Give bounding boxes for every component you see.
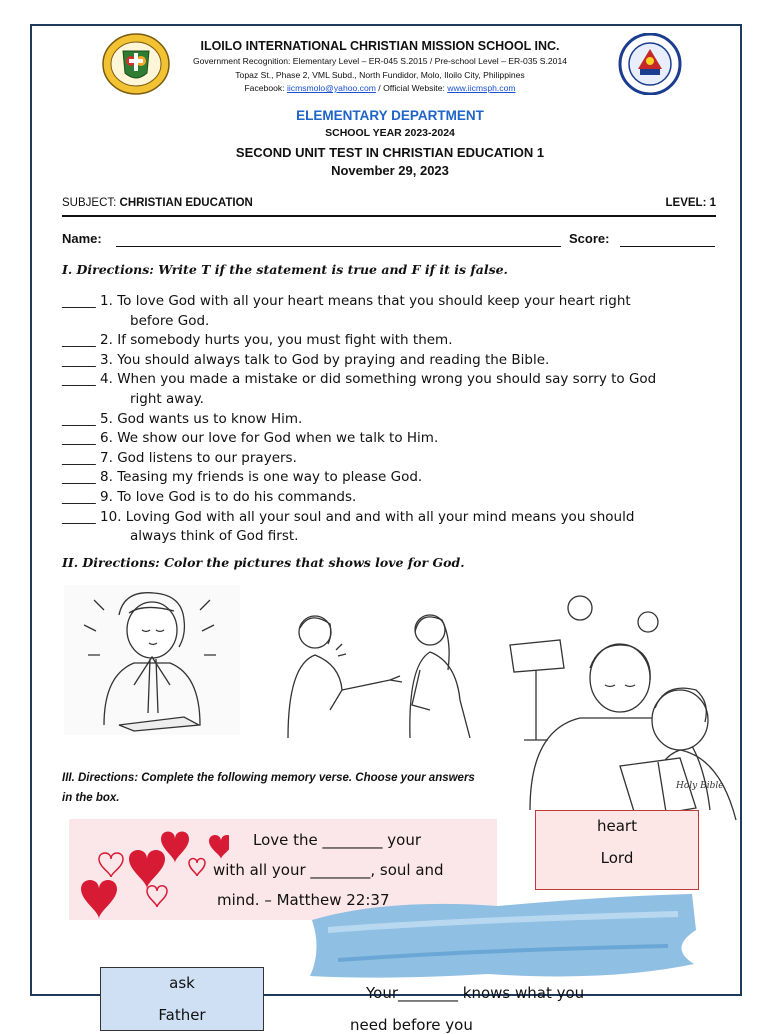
- score-label: Score:: [569, 231, 610, 246]
- test-date: November 29, 2023: [331, 163, 449, 178]
- school-year: SCHOOL YEAR 2023-2024: [325, 127, 455, 139]
- level-label: LEVEL: 1: [665, 197, 716, 209]
- facebook-label: Facebook:: [244, 83, 287, 93]
- name-label: Name:: [62, 231, 102, 246]
- question-item[interactable]: _____ 6. We show our love for God when we talk to Him.: [62, 430, 439, 447]
- question-item[interactable]: _____ 1. To love God with all your heart means that you should keep your heart right before God.: [62, 293, 631, 329]
- question-item[interactable]: _____ 3. You should always talk to God by praying and reading the Bible.: [62, 351, 550, 368]
- bible-reading-picture[interactable]: [500, 590, 768, 830]
- government-recognition: Government Recognition: Elementary Level – ER-045 S.2015 / Pre-school Level – ER-035 S.2014: [192, 56, 568, 66]
- test-title: SECOND UNIT TEST IN CHRISTIAN EDUCATION 1: [235, 145, 545, 160]
- answer-word: Father: [158, 1006, 206, 1024]
- hearts-decoration: [69, 819, 229, 920]
- school-address: Topaz St., Phase 2, VML Subd., North Fundidor, Molo, Iloilo City, Philippines: [235, 70, 525, 80]
- score-field[interactable]: [620, 246, 715, 247]
- question-item[interactable]: _____ 5. God wants us to know Him.: [62, 410, 303, 427]
- subject-label: SUBJECT:: [62, 197, 120, 209]
- arguing-picture[interactable]: [270, 610, 496, 738]
- verse-line-2: with all your ________, soul and: [213, 861, 444, 879]
- question-item[interactable]: _____ 7. God listens to our prayers.: [62, 449, 297, 466]
- answer-word: ask: [169, 974, 195, 992]
- praying-boy-picture[interactable]: [64, 585, 240, 735]
- verse-line-3: mind. – Matthew 22:37: [217, 891, 390, 909]
- section3-directions: III. Directions: Complete the following memory verse. Choose your answers in the box.: [62, 772, 475, 804]
- question-item[interactable]: _____ 8. Teasing my friends is one way to please God.: [62, 469, 423, 486]
- answer-word: Lord: [600, 849, 634, 867]
- verse-line-1: Love the ________ your: [253, 831, 422, 849]
- answer-box-2: [100, 967, 264, 1031]
- section1-directions: I. Directions: Write T if the statement is true and F if it is false.: [62, 262, 508, 277]
- deped-seal: [618, 33, 682, 95]
- department-title: ELEMENTARY DEPARTMENT: [296, 108, 484, 123]
- answer-word: heart: [597, 817, 637, 835]
- question-item[interactable]: _____ 2. If somebody hurts you, you must fight with them.: [62, 332, 453, 349]
- question-list: [62, 292, 722, 547]
- question-item[interactable]: _____ 9. To love God is to do his commands.: [62, 488, 357, 505]
- subject-line: [62, 197, 253, 209]
- header-divider: [62, 215, 716, 217]
- website-link[interactable]: www.iicmsph.com: [447, 83, 516, 93]
- facebook-link[interactable]: iicmsmolo@yahoo.com: [286, 83, 376, 93]
- name-field[interactable]: [116, 246, 561, 247]
- school-logo: [101, 33, 171, 95]
- section2-directions: II. Directions: Color the pictures that shows love for God.: [62, 555, 465, 570]
- school-name: ILOILO INTERNATIONAL CHRISTIAN MISSION SCHOOL INC.: [200, 39, 560, 53]
- blue-brush-decoration: [308, 890, 698, 982]
- website-label: / Official Website:: [375, 83, 448, 93]
- question-item[interactable]: _____ 4. When you made a mistake or did something wrong you should say sorry to God right away.: [62, 371, 657, 407]
- subject-value: CHRISTIAN EDUCATION: [119, 197, 253, 209]
- verse2-line-2: need before you: [350, 1016, 473, 1034]
- verse2-line-1: Your________ knows what you: [366, 984, 585, 1002]
- bible-cover-text: Holy Bible: [676, 781, 724, 791]
- contact-line: [170, 82, 590, 95]
- question-item[interactable]: _____ 10. Loving God with all your soul and and with all your mind means you should always think of God first.: [62, 508, 635, 545]
- answer-box-1: [535, 810, 699, 890]
